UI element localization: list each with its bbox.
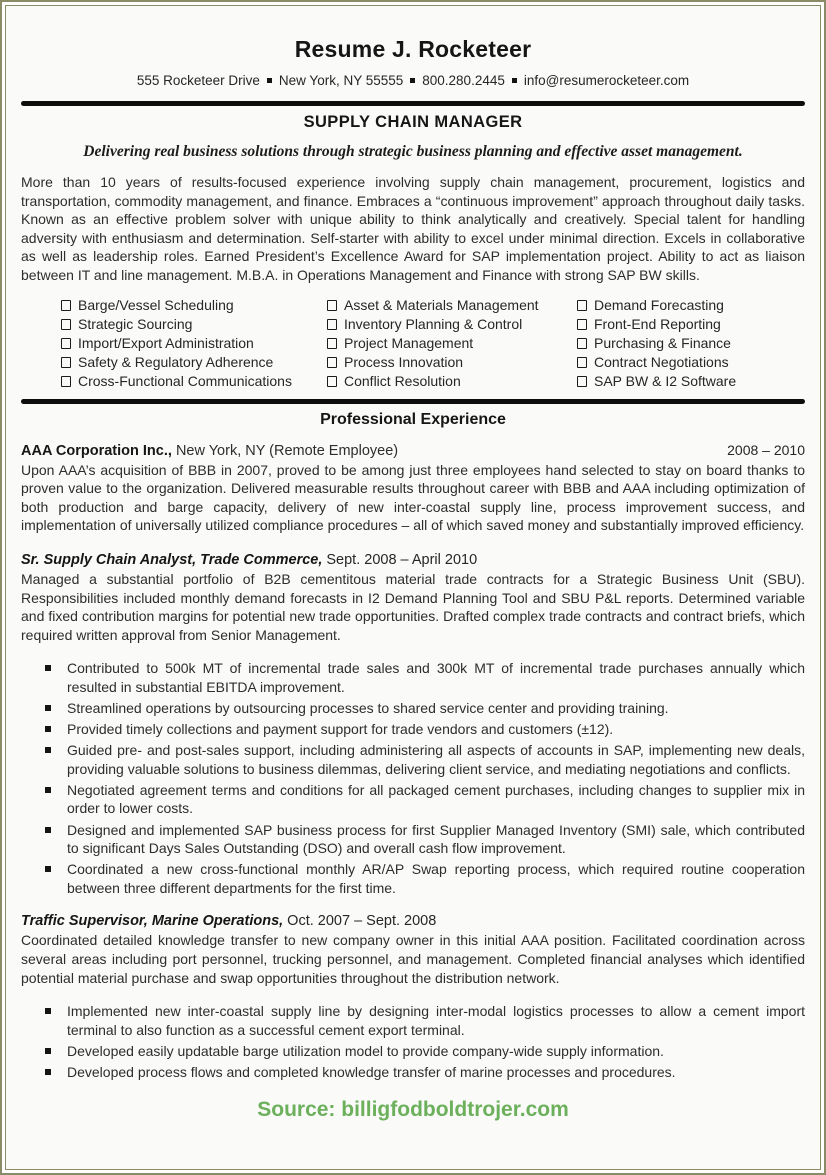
role-dates: Oct. 2007 – Sept. 2008 — [287, 913, 437, 930]
bullet-item — [45, 659, 805, 696]
checkbox-icon — [327, 319, 337, 330]
square-bullet-icon — [45, 726, 51, 732]
square-bullet-icon — [45, 705, 51, 711]
company-header-row — [21, 442, 805, 459]
role-section — [21, 552, 805, 898]
bullet-text: Provided timely collections and payment support for trade vendors and customers (±12). — [67, 721, 614, 738]
skill-item — [61, 353, 327, 372]
contact-line — [21, 73, 805, 88]
bullet-item — [45, 1063, 805, 1082]
bullet-text: Guided pre- and post-sales support, including administering all aspects of accounts in SAP, implementing new deals, providing valuable solutions to business dilemmas, delivering client service, and mediating negotiations and conflicts. — [67, 742, 805, 777]
square-separator-icon — [410, 78, 415, 83]
skill-label: Asset & Materials Management — [344, 297, 539, 314]
skill-item — [327, 372, 577, 391]
skill-item — [61, 315, 327, 334]
contact-email: info@resumerocketeer.com — [523, 73, 690, 88]
skill-item — [327, 315, 577, 334]
role-bullet-list — [21, 659, 805, 897]
bullet-text: Designed and implemented SAP business process for first Supplier Managed Inventory (SMI) sale, which contributed to significant Days Sales Outstanding (DSO) and overall cash flow improvement. — [67, 821, 805, 857]
skill-label: Process Innovation — [344, 354, 464, 371]
checkbox-icon — [327, 357, 337, 368]
square-bullet-icon — [45, 827, 51, 833]
skill-label: Contract Negotiations — [594, 354, 729, 371]
skill-label: Front-End Reporting — [594, 316, 721, 333]
role-description: Managed a substantial portfolio of B2B cementitous material trade contracts for a Strategic Business Unit (SBU). Responsibilities included monthly demand forecasts in I2 Demand Planning Tool and SBU P&L reports. Determined variable and fixed contribution margins for potential new trade opportunities. Drafted complex trade contracts and contract briefs, which required written approval from Senior Management. — [21, 570, 805, 643]
skill-label: Strategic Sourcing — [78, 316, 193, 333]
bullet-item — [45, 1002, 805, 1039]
skill-label: Conflict Resolution — [344, 373, 461, 390]
skill-item — [577, 372, 797, 391]
bullet-item — [45, 1042, 805, 1061]
summary-paragraph: More than 10 years of results-focused experience involving supply chain management, procurement, logistics and transportation, commodity management, and finance. Embraces a “continuous improvement” approach throughout daily tasks. Known as an effective problem solver with unique ability to think analytically and creatively. Special talent for handling adversity with enthusiasm and determination. Self-starter with ability to excel under minimal direction. Excels in collaborative as well as leadership roles. Earned President’s Excellence Award for SAP implementation project. Ability to act as liaison between IT and line management. M.B.A. in Operations Management and Finance with strong SAP BW skills. — [21, 174, 805, 283]
skill-item — [327, 334, 577, 353]
square-bullet-icon — [45, 747, 51, 753]
bullet-item — [45, 720, 805, 739]
company-summary-paragraph: Upon AAA’s acquisition of BBB in 2007, proved to be among just three employees hand selected to stay on board thanks to proven value to the organization. Delivered measurable results throughout career with BBB and AAA including optimization of both production and barge capacity, delivery of new inter-coastal supply line, process improvement success, and implementation of universally utilized compliance procedures – all of which saved money and substantially improved efficiency. — [21, 461, 805, 534]
square-bullet-icon — [45, 1048, 51, 1054]
skills-column-3 — [577, 296, 797, 391]
bullet-item — [45, 781, 805, 818]
square-bullet-icon — [45, 1069, 51, 1075]
checkbox-icon — [327, 376, 337, 387]
bullet-item — [45, 860, 805, 897]
bullet-text: Contributed to 500k MT of incremental trade sales and 300k MT of incremental trade purchases annually which resulted in substantial EBITDA improvement. — [67, 660, 805, 695]
experience-section-heading: Professional Experience — [320, 410, 506, 428]
role-dates: Sept. 2008 – April 2010 — [326, 551, 478, 568]
contact-city: New York, NY 55555 — [278, 73, 404, 88]
square-bullet-icon — [45, 1008, 51, 1014]
section-divider-bar — [21, 399, 805, 404]
skill-item — [327, 353, 577, 372]
checkbox-icon — [577, 300, 587, 311]
checkbox-icon — [61, 357, 71, 368]
role-title-row — [21, 552, 805, 568]
skill-item — [577, 334, 797, 353]
role-section — [21, 913, 805, 1081]
skill-label: Barge/Vessel Scheduling — [78, 297, 234, 314]
bullet-text: Negotiated agreement terms and conditions for all packaged cement purchases, including changes to supplier mix in order to lower costs. — [67, 781, 805, 817]
company-name-location — [21, 443, 398, 459]
bullet-text: Streamlined operations by outsourcing processes to shared service center and providing training. — [67, 700, 669, 716]
checkbox-icon — [577, 376, 587, 387]
checkbox-icon — [61, 300, 71, 311]
resume-name: Resume J. Rocketeer — [294, 36, 532, 62]
source-watermark: Source: billigfodboldtrojer.com — [257, 1097, 569, 1121]
skill-label: Demand Forecasting — [594, 297, 724, 314]
skills-grid — [21, 294, 805, 395]
bullet-text: Developed easily updatable barge utilization model to provide company-wide supply information. — [67, 1042, 664, 1059]
bullet-item — [45, 741, 805, 778]
company-name: AAA Corporation Inc., — [21, 442, 176, 459]
skill-item — [577, 315, 797, 334]
skill-item — [61, 372, 327, 391]
skill-label: Project Management — [344, 335, 474, 352]
skill-label: Inventory Planning & Control — [344, 316, 523, 333]
bullet-text: Implemented new inter-coastal supply line by designing inter-modal logistics processes to allow a cement import terminal to also function as a successful cement export terminal. — [67, 1003, 805, 1038]
skill-label: Cross-Functional Communications — [78, 373, 292, 390]
role-title-row — [21, 913, 805, 929]
skill-item — [61, 296, 327, 315]
role-description: Coordinated detailed knowledge transfer to new company owner in this initial AAA position. Facilitated coordination across several areas including port personnel, trucking personnel, and management. Completed financial analyses which identified potential material purchase and swap opportunities throughout the distribution network. — [21, 932, 805, 986]
checkbox-icon — [61, 338, 71, 349]
skill-label: Safety & Regulatory Adherence — [78, 354, 274, 371]
square-bullet-icon — [45, 866, 51, 872]
skill-item — [577, 353, 797, 372]
skill-label: SAP BW & I2 Software — [594, 373, 737, 390]
role-title: Sr. Supply Chain Analyst, Trade Commerce, — [21, 551, 323, 568]
bullet-text: Coordinated a new cross-functional monthly AR/AP Swap reporting process, which required routine cooperation between three different departments for the first time. — [67, 861, 805, 896]
checkbox-icon — [327, 338, 337, 349]
role-bullet-list — [21, 1002, 805, 1081]
company-location: New York, NY (Remote Employee) — [175, 442, 399, 459]
checkbox-icon — [577, 319, 587, 330]
skills-column-2 — [327, 296, 577, 391]
checkbox-icon — [577, 338, 587, 349]
bullet-text: Developed process flows and completed knowledge transfer of marine processes and procedures. — [67, 1064, 676, 1080]
company-dates: 2008 – 2010 — [727, 441, 805, 458]
skill-label: Purchasing & Finance — [594, 335, 731, 352]
square-separator-icon — [512, 78, 517, 83]
skills-column-1 — [61, 296, 327, 391]
skill-item — [577, 296, 797, 315]
contact-phone: 800.280.2445 — [422, 73, 505, 88]
checkbox-icon — [327, 300, 337, 311]
checkbox-icon — [577, 357, 587, 368]
checkbox-icon — [61, 319, 71, 330]
skill-label: Import/Export Administration — [78, 335, 254, 352]
skill-item — [327, 296, 577, 315]
square-separator-icon — [267, 78, 272, 83]
job-target-title: SUPPLY CHAIN MANAGER — [303, 113, 523, 131]
section-divider-bar — [21, 101, 805, 106]
skill-item — [61, 334, 327, 353]
role-title: Traffic Supervisor, Marine Operations, — [21, 913, 284, 930]
bullet-item — [45, 699, 805, 718]
square-bullet-icon — [45, 665, 51, 671]
checkbox-icon — [61, 376, 71, 387]
resume-page — [5, 5, 821, 1170]
branding-tagline: Delivering real business solutions through strategic business planning and effective asset management. — [83, 143, 743, 160]
bullet-item — [45, 821, 805, 858]
square-bullet-icon — [45, 787, 51, 793]
contact-address: 555 Rocketeer Drive — [136, 73, 260, 88]
